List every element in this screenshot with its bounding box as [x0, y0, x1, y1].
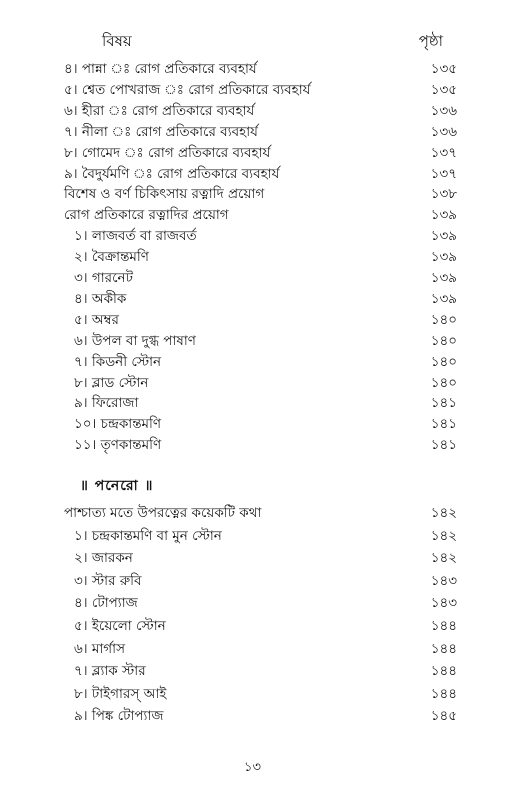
toc-entry-title: ১। লাজবর্ত বা রাজবর্ত: [74, 228, 197, 245]
toc-entry-title: ৯। ফিরোজা: [74, 395, 139, 412]
toc-entry-title: ৭। নীলা ঃ রোগ প্রতিকারে ব্যবহার্য: [64, 123, 258, 140]
toc-entry-title: ২। জারকন: [74, 550, 133, 567]
toc-entry-page: ১৪৩: [430, 572, 457, 589]
toc-entry-page: ১৩৮: [430, 186, 457, 203]
toc-entry-page: ১৪৩: [430, 595, 457, 612]
toc-entry-title: ১০। চন্দ্রকান্তমণি: [74, 416, 162, 433]
toc-entry-page: ১৪২: [430, 527, 457, 544]
toc-entry-page: ১৪৪: [430, 618, 457, 634]
toc-entry-page: ১৪৪: [430, 640, 457, 657]
toc-entry-title: ৫। অম্বর: [74, 311, 119, 328]
toc-entry-title: রোগ প্রতিকারে রত্নাদির প্রয়োগ: [64, 207, 229, 224]
toc-entry: [0, 660, 505, 682]
toc-entry-page: ১৩৯: [430, 270, 457, 286]
toc-entry: [0, 246, 505, 268]
toc-entry-title: ৯। বৈদুর্যমণি ঃ রোগ প্রতিকারে ব্যবহার্য: [64, 165, 280, 182]
toc-entry-title: ৬। মার্গাস: [74, 640, 125, 657]
toc-entry-page: ১৩৭: [430, 165, 457, 182]
toc-entry: [0, 502, 505, 524]
toc-entry-page: ১৩৬: [430, 123, 457, 140]
toc-entry: [0, 142, 505, 164]
toc-entry: [0, 225, 505, 247]
toc-entry: [0, 183, 505, 205]
toc-entry-page: ১৪২: [430, 505, 457, 521]
toc-entry: [0, 525, 505, 547]
toc-entry-title: ৮। টাইগারস্‌ আই: [74, 685, 167, 702]
toc-entry-title: ৫। ইয়েলো স্টোন: [74, 618, 166, 634]
toc-entry: [0, 392, 505, 414]
toc-entry-title: ৩। গারনেট: [74, 270, 133, 286]
toc-entry-page: ১৪১: [430, 416, 457, 433]
toc-entry-page: ১৪২: [430, 550, 457, 567]
toc-entry-page: ১৪০: [430, 332, 457, 349]
toc-entry: [0, 351, 505, 373]
toc-entry: [0, 79, 505, 101]
toc-entry: [0, 58, 505, 80]
toc-entry: [0, 592, 505, 614]
column-header-page: পৃষ্ঠা: [418, 32, 443, 50]
toc-entry-title: ৪। অকীক: [74, 290, 127, 307]
toc-entry-page: ১৩৯: [430, 207, 457, 224]
toc-entry-page: ১৩৯: [430, 228, 457, 245]
toc-entry: [0, 413, 505, 435]
toc-entry-page: ১৪১: [430, 437, 457, 454]
toc-entry-title: ৬। উপল বা দুগ্ধ পাষাণ: [74, 332, 196, 349]
toc-entry: [0, 547, 505, 569]
toc-entry-title: ১১। তৃণকান্তমণি: [74, 437, 162, 454]
toc-entry: [0, 204, 505, 226]
page-number: ১৩: [244, 760, 261, 775]
toc-entry-page: ১৩৯: [430, 290, 457, 307]
toc-entry-title: ৭। ব্ল্যাক স্টার: [74, 663, 146, 680]
toc-entry-title: ৪। পান্না ঃ রোগ প্রতিকারে ব্যবহার্য: [64, 61, 257, 77]
toc-entry-title: ৫। শ্বেত পোখরাজ ঃ রোগ প্রতিকারে ব্যবহার্য: [64, 81, 311, 98]
column-header-subject: বিষয়: [102, 32, 132, 50]
toc-entry-title: ৮। গোমেদ ঃ রোগ প্রতিকারে ব্যবহার্য: [64, 144, 271, 161]
toc-entry: [0, 288, 505, 310]
toc-entry-title: ১। চন্দ্রকান্তমণি বা মুন স্টোন: [74, 527, 222, 544]
toc-header: [0, 30, 505, 54]
toc-entry-page: ১৩৭: [430, 144, 457, 161]
toc-entry: [0, 638, 505, 660]
toc-entry-title: ২। বৈক্রান্তমণি: [74, 249, 149, 266]
toc-entry: [0, 570, 505, 592]
toc-entry-title: ৬। হীরা ঃ রোগ প্রতিকারে ব্যবহার্য: [64, 102, 255, 119]
toc-entry-title: ৩। স্টার রুবি: [74, 572, 142, 589]
toc-entry-page: ১৩৯: [430, 249, 457, 266]
toc-entry-title: ৮। ব্লাড স্টোন: [74, 374, 149, 391]
toc-entry: [0, 615, 505, 637]
toc-entry: [0, 267, 505, 289]
toc-entry-page: ১৪০: [430, 311, 457, 328]
toc-entry: [0, 309, 505, 331]
section-heading: ॥ পনেরো ॥: [80, 478, 154, 494]
toc-entry-page: ১৪৫: [430, 708, 457, 725]
toc-entry: [0, 372, 505, 394]
toc-entry: [0, 100, 505, 122]
toc-entry-page: ১৩৫: [430, 81, 457, 98]
toc-entry: [0, 705, 505, 727]
toc-entry-title: বিশেষ ও বর্ণ চিকিৎসায় রত্নাদি প্রয়োগ: [64, 186, 265, 203]
toc-entry-title: ৪। টোপ্যাজ: [74, 595, 138, 612]
toc-entry: [0, 330, 505, 352]
toc-entry-page: ১৪৪: [430, 685, 457, 702]
toc-entry-title: পাশ্চাত্য মতে উপরত্নের কয়েকটি কথা: [64, 505, 262, 521]
toc-entry-title: ৭। কিডনী স্টোন: [74, 353, 162, 370]
toc-entry-page: ১৩৬: [430, 102, 457, 119]
toc-entry-page: ১৩৫: [430, 61, 457, 77]
toc-entry-page: ১৪০: [430, 374, 457, 391]
toc-entry: [0, 683, 505, 705]
toc-entry: [0, 121, 505, 143]
toc-entry-page: ১৪০: [430, 353, 457, 370]
toc-entry: [0, 163, 505, 185]
toc-entry: [0, 434, 505, 456]
toc-entry-title: ৯। পিঙ্ক টোপ্যাজ: [74, 708, 164, 725]
toc-entry-page: ১৪৪: [430, 663, 457, 680]
toc-entry-page: ১৪১: [430, 395, 457, 412]
